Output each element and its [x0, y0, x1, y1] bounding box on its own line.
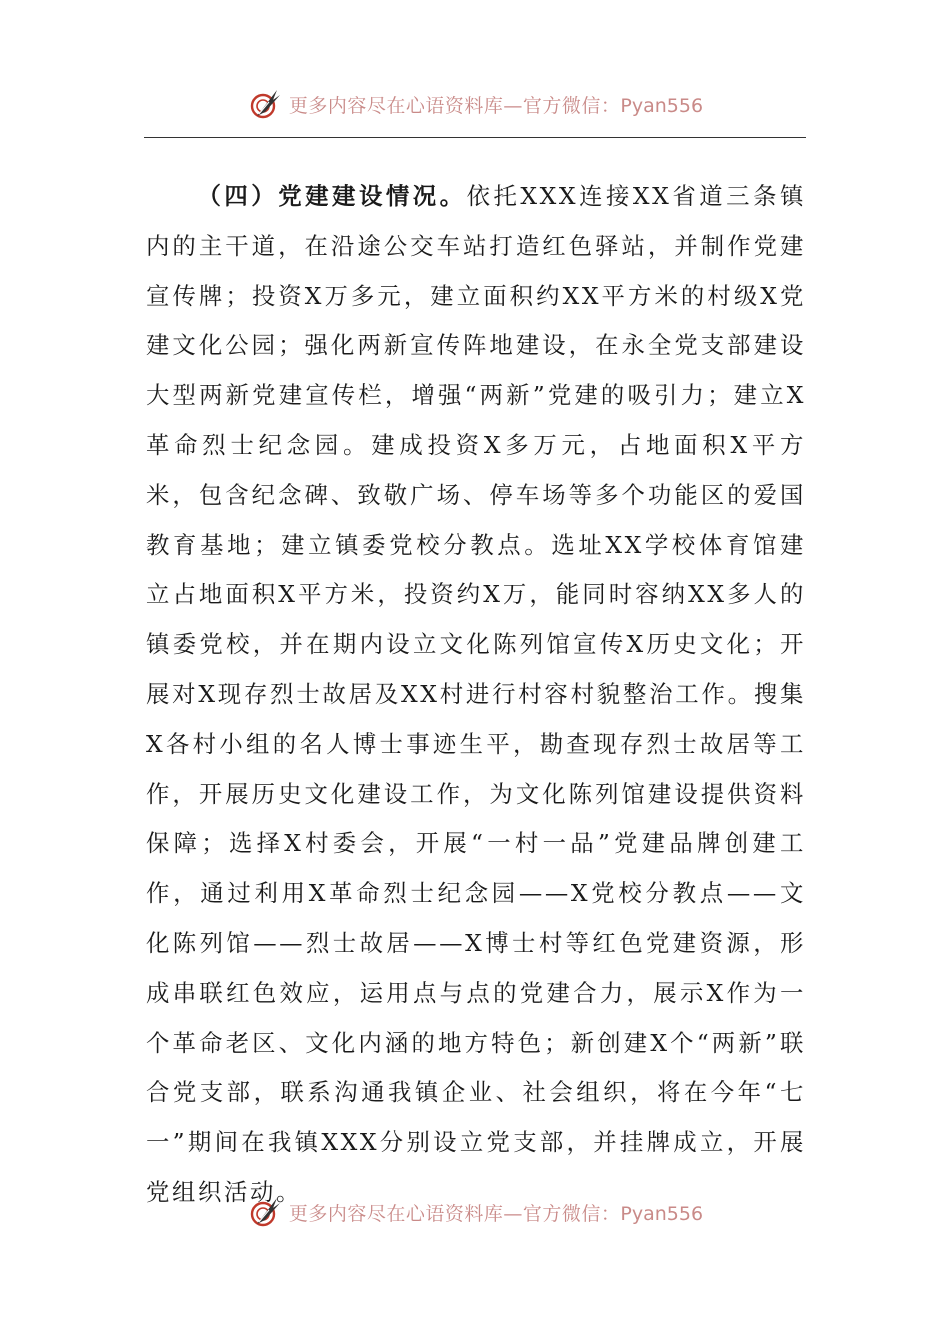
header-watermark — [0, 82, 950, 126]
section-heading: （四）党建建设情况。 — [197, 182, 467, 210]
quill-logo-icon — [247, 86, 283, 122]
footer-watermark — [0, 1190, 950, 1234]
watermark-text: 更多内容尽在心语资料库—官方微信：Pyan556 — [288, 94, 704, 117]
section-paragraph — [146, 172, 806, 1218]
quill-logo-icon — [247, 1194, 283, 1230]
section-body: 依托XXX连接XX省道三条镇内的主干道，在沿途公交车站打造红色驿站，并制作党建宣传牌；投资X万多元，建立面积约XX平方米的村级X党建文化公园；强化两新宣传阵地建设，在永全党支部建设大型两新党建宣传栏，增强“两新”党建的吸引力；建立X革命烈士纪念园。建成投资X多万元，占地面积X平方米，包含纪念碑、致敬广场、停车场等多个功能区的爱国教育基地；建立镇委党校分教点。选址XX学校体育馆建立占地面积X平方米，投资约X万，能同时容纳XX多人的镇委党校，并在期内设立文化陈列馆宣传X历史文化；开展对X现存烈士故居及XX村进行村容村貌整治工作。搜集X各村小组的名人博士事迹生平，勘查现存烈士故居等工作，开展历史文化建设工作，为文化陈列馆建设提供资料保障；选择X村委会，开展“一村一品”党建品牌创建工作，通过利用X革命烈士纪念园——X党校分教点——文化陈列馆——烈士故居——X博士村等红色党建资源，形成串联红色效应，运用点与点的党建合力，展示X作为一个革命老区、文化内涵的地方特色；新创建X个“两新”联合党支部，联系沟通我镇企业、社会组织，将在今年“七一”期间在我镇XXX分别设立党支部，并挂牌成立，开展党组织活动。 — [146, 182, 806, 1206]
header-divider — [144, 137, 806, 138]
watermark-text: 更多内容尽在心语资料库—官方微信：Pyan556 — [288, 1202, 704, 1225]
